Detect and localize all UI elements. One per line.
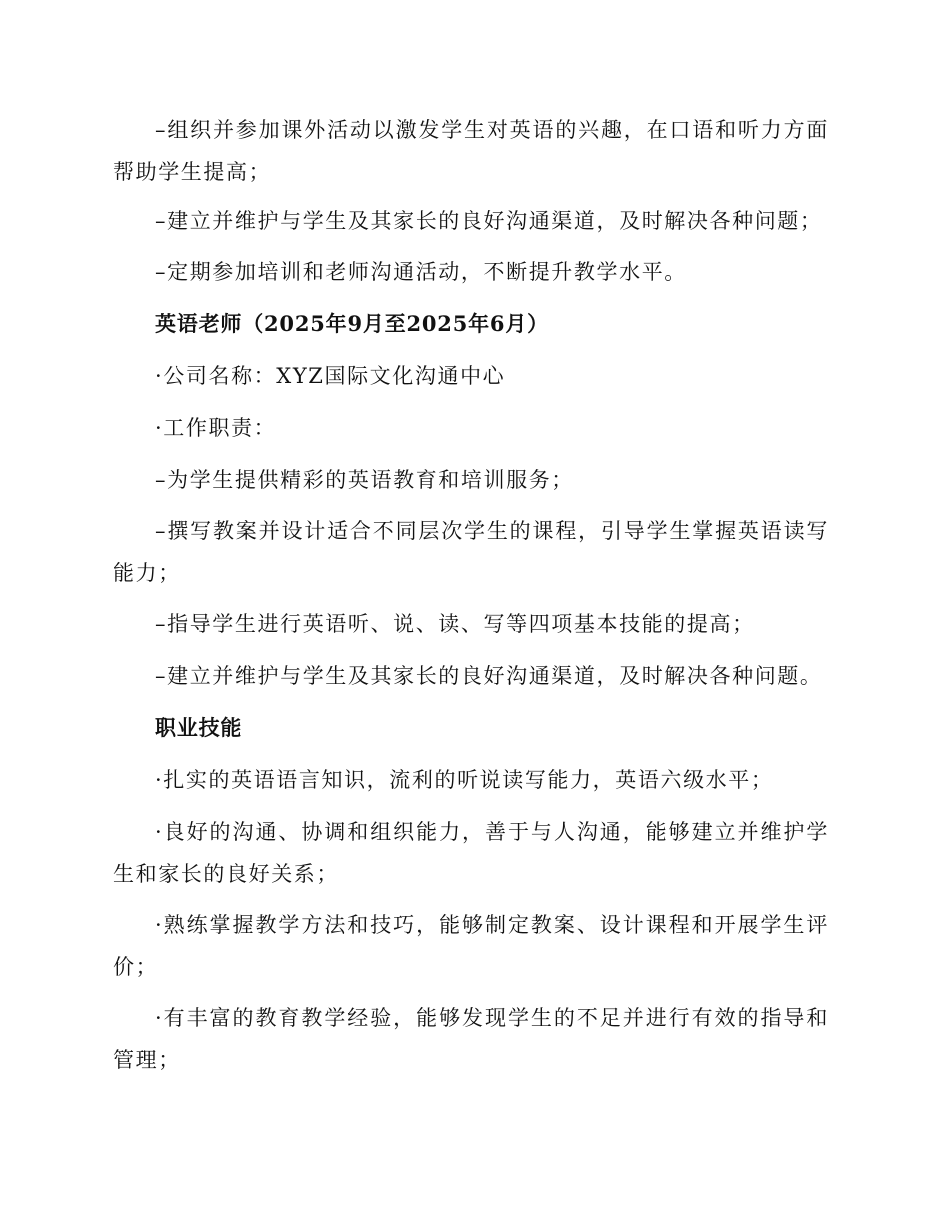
- duty-paragraph-four-skills: –指导学生进行英语听、说、读、写等四项基本技能的提高；: [155, 612, 755, 636]
- skill-item-experience: ·有丰富的教育教学经验，能够发现学生的不足并进行有效的指导和管理；: [113, 1006, 829, 1072]
- duty-paragraph-training: –定期参加培训和老师沟通活动，不断提升教学水平。: [155, 260, 687, 284]
- skill-item-teaching-methods: ·熟练掌握教学方法和技巧，能够制定教案、设计课程和开展学生评价；: [113, 913, 829, 979]
- duty-paragraph-activities: –组织并参加课外活动以激发学生对英语的兴趣，在口语和听力方面帮助学生提高；: [113, 118, 829, 184]
- duty-paragraph-parent-communication-2: –建立并维护与学生及其家长的良好沟通渠道，及时解决各种问题。: [155, 664, 823, 688]
- job-duties-label: ·工作职责：: [155, 416, 277, 440]
- job-heading-english-teacher: 英语老师（2025年9月至2025年6月）: [155, 311, 549, 336]
- skill-item-communication: ·良好的沟通、协调和组织能力，善于与人沟通，能够建立并维护学生和家长的良好关系；: [113, 820, 829, 886]
- skill-item-english: ·扎实的英语语言知识，流利的听说读写能力，英语六级水平；: [155, 768, 774, 792]
- duty-paragraph-lesson-plans: –撰写教案并设计适合不同层次学生的课程，引导学生掌握英语读写能力；: [113, 519, 829, 585]
- duty-paragraph-education-service: –为学生提供精彩的英语教育和培训服务；: [155, 468, 574, 492]
- company-name-line: ·公司名称：XYZ国际文化沟通中心: [155, 364, 506, 388]
- duty-paragraph-parent-communication: –建立并维护与学生及其家长的良好沟通渠道，及时解决各种问题；: [155, 209, 823, 233]
- section-heading-skills: 职业技能: [155, 715, 243, 740]
